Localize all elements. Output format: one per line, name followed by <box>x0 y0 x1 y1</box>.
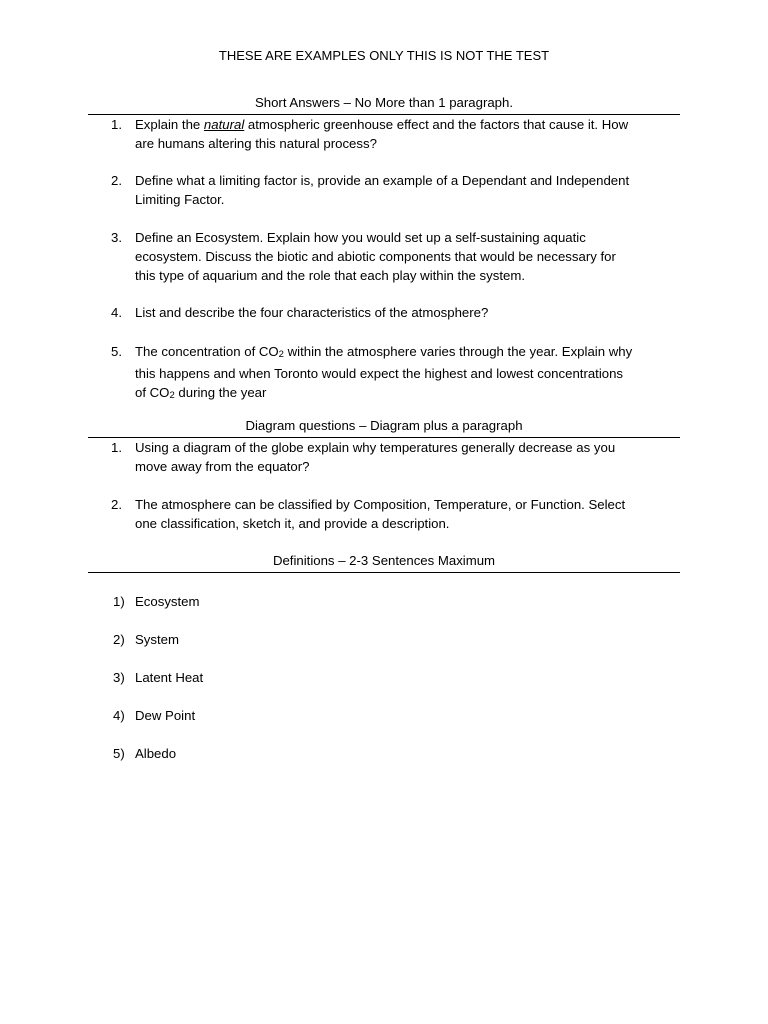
question-text: Explain the <box>135 117 204 132</box>
short-answer-question-4 <box>88 303 680 322</box>
question-number: 1. <box>111 117 122 132</box>
document-page <box>88 0 680 1024</box>
definitions-heading: Definitions – 2-3 Sentences Maximum <box>272 553 496 568</box>
question-number: 2. <box>111 173 122 188</box>
definition-number: 3) <box>113 670 125 685</box>
question-text: this type of aquarium and the role that each play within the system. <box>135 268 525 283</box>
definition-term: Dew Point <box>135 708 196 723</box>
definition-item <box>88 592 680 611</box>
short-answer-question-3 <box>88 228 680 285</box>
short-answer-question-5 <box>88 342 680 405</box>
question-number: 5. <box>111 344 122 359</box>
short-answer-question-2 <box>88 171 680 209</box>
document-title: THESE ARE EXAMPLES ONLY THIS IS NOT THE TEST <box>218 48 550 63</box>
question-text: one classification, sketch it, and provide a description. <box>135 516 450 531</box>
definition-term: Latent Heat <box>135 670 204 685</box>
question-text: Define what a limiting factor is, provide an example of a Dependant and Independent <box>135 173 630 188</box>
question-text: are humans altering this natural process? <box>135 136 377 151</box>
definition-item <box>88 744 680 763</box>
question-text: this happens and when Toronto would expect the highest and lowest concentrations <box>135 366 624 381</box>
definition-item <box>88 668 680 687</box>
short-answers-heading: Short Answers – No More than 1 paragraph. <box>254 95 514 110</box>
definition-term: Albedo <box>135 746 177 761</box>
diagram-question-1 <box>88 438 680 476</box>
question-text: move away from the equator? <box>135 459 310 474</box>
question-text: The atmosphere can be classified by Composition, Temperature, or Function. Select <box>135 497 626 512</box>
subscript: 2 <box>169 390 175 401</box>
definition-number: 4) <box>113 708 125 723</box>
question-number: 1. <box>111 440 122 455</box>
question-number: 3. <box>111 230 122 245</box>
subscript: 2 <box>278 349 284 360</box>
definition-item <box>88 630 680 649</box>
diagram-questions-heading: Diagram questions – Diagram plus a paragraph <box>245 418 523 433</box>
diagram-question-2 <box>88 495 680 533</box>
question-text: within the atmosphere varies through the year. Explain why <box>283 344 633 359</box>
question-text: The concentration of CO <box>135 344 279 359</box>
definition-number: 2) <box>113 632 125 647</box>
definitions-divider <box>88 572 680 573</box>
question-text: List and describe the four characteristics of the atmosphere? <box>135 305 489 320</box>
definition-number: 1) <box>113 594 125 609</box>
definition-term: System <box>135 632 179 647</box>
question-number: 4. <box>111 305 122 320</box>
definition-term: Ecosystem <box>135 594 200 609</box>
question-number: 2. <box>111 497 122 512</box>
question-text: of CO <box>135 385 170 400</box>
question-text: Using a diagram of the globe explain why temperatures generally decrease as you <box>135 440 616 455</box>
question-text: atmospheric greenhouse effect and the factors that cause it. How <box>244 117 629 132</box>
definition-number: 5) <box>113 746 125 761</box>
short-answer-question-1 <box>88 115 680 153</box>
definition-item <box>88 706 680 725</box>
question-text: Define an Ecosystem. Explain how you would set up a self-sustaining aquatic <box>135 230 586 245</box>
emphasized-word: natural <box>203 117 245 132</box>
question-text: Limiting Factor. <box>135 192 225 207</box>
question-text: ecosystem. Discuss the biotic and abiotic components that would be necessary for <box>135 249 616 264</box>
question-text: during the year <box>174 385 267 400</box>
